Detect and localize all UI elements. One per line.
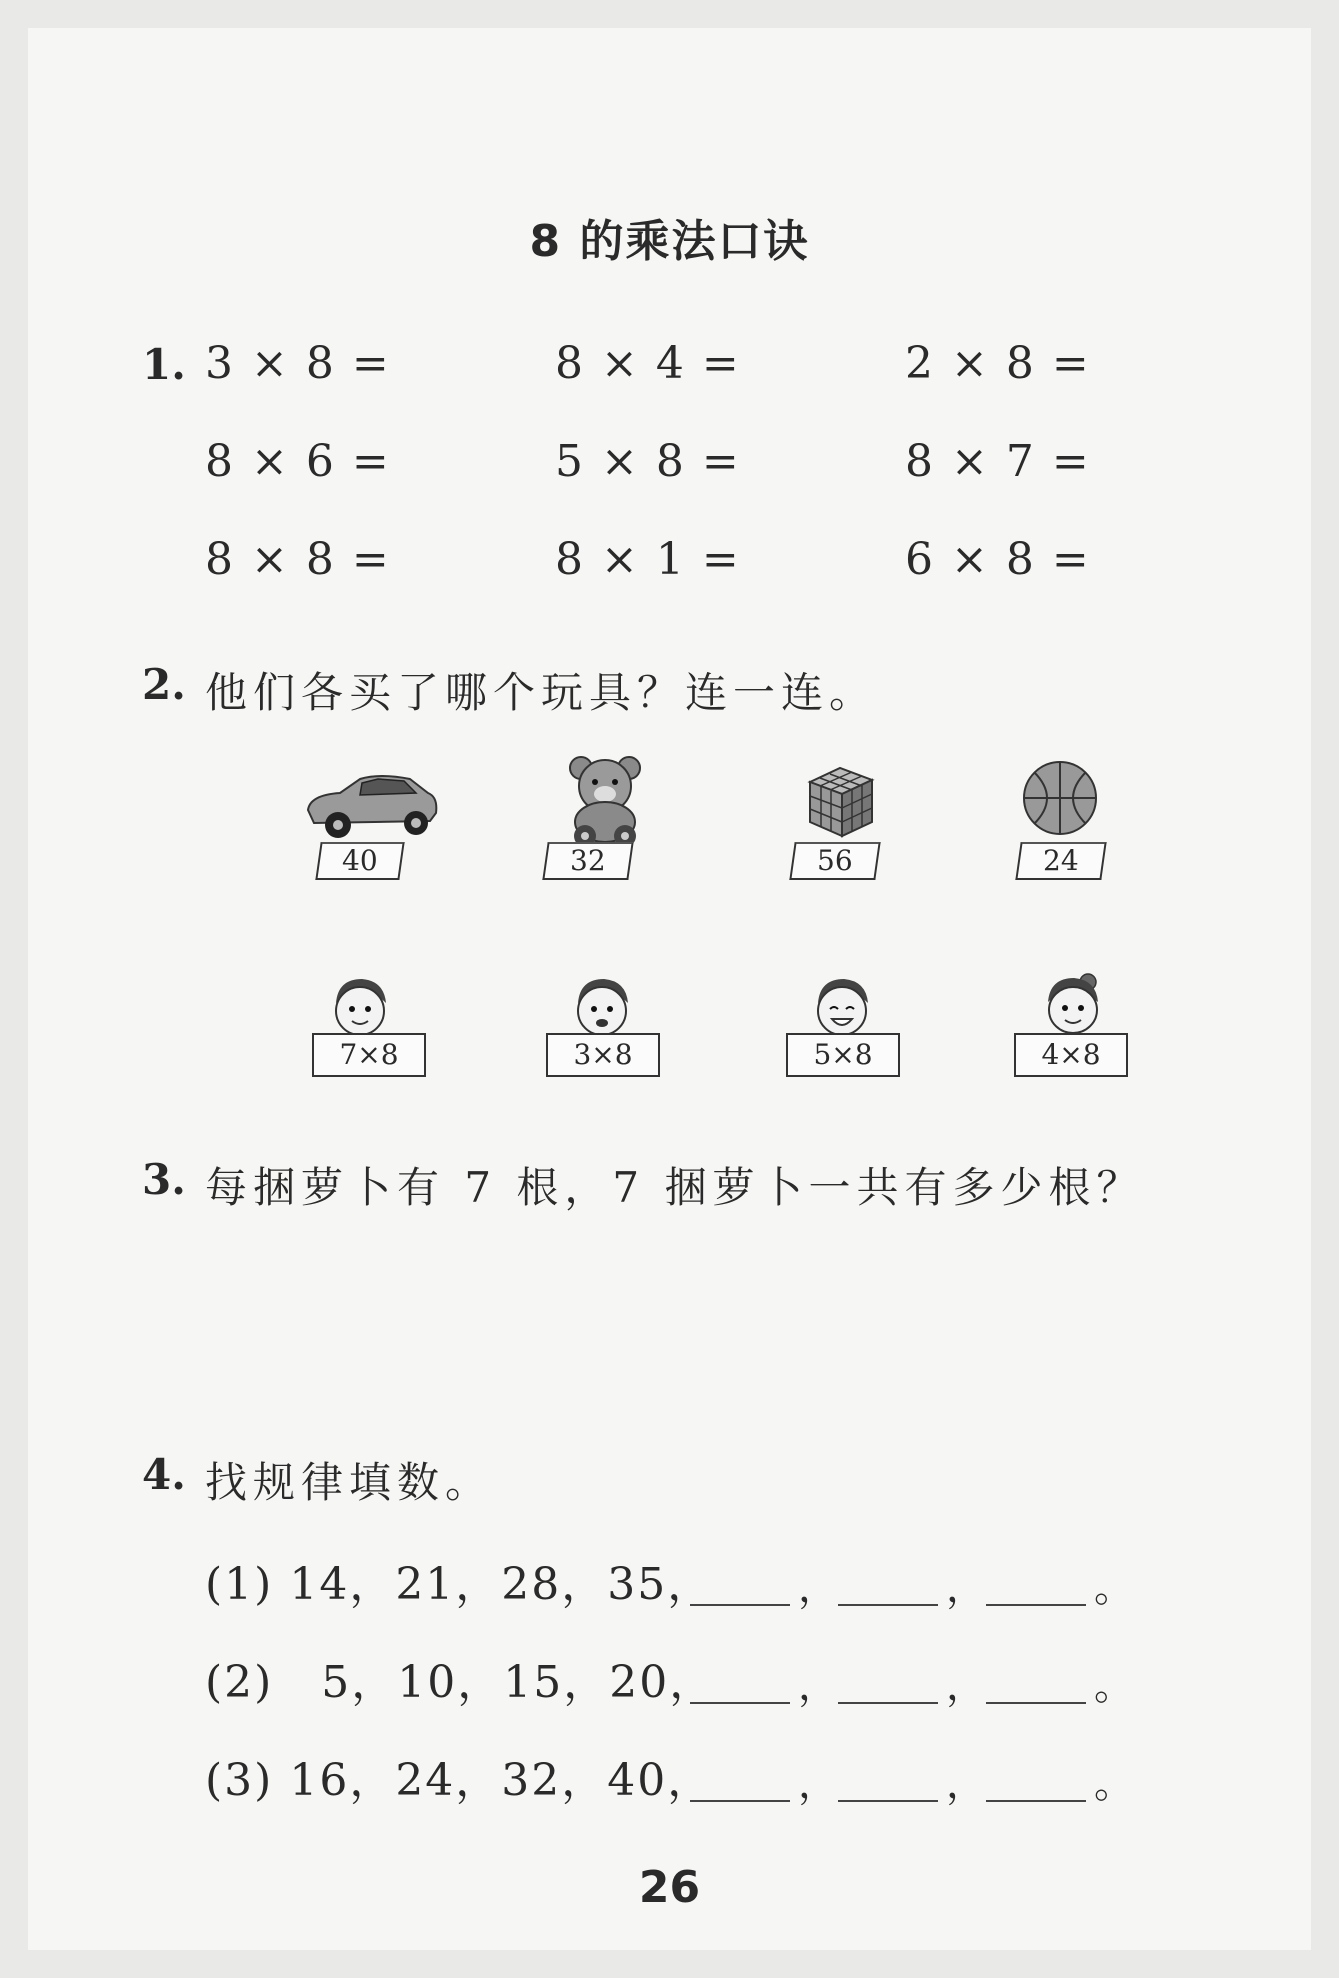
- answer-blank[interactable]: [986, 1702, 1086, 1704]
- question-4-number: 4.: [142, 1450, 186, 1499]
- comma: ，: [798, 1663, 838, 1709]
- period: 。: [1094, 1663, 1134, 1709]
- price-tag: 24: [1015, 842, 1106, 880]
- page-number: 26: [638, 1862, 701, 1913]
- comma: ，: [946, 1663, 986, 1709]
- question-1-number: 1.: [142, 340, 186, 389]
- kid-expression-box: 3×8: [546, 1033, 660, 1077]
- answer-blank[interactable]: [838, 1604, 938, 1606]
- kid-expression-box: 7×8: [312, 1033, 426, 1077]
- toy-car-icon: [300, 765, 440, 845]
- sequence-row: (1) 14，21，28，35，: [205, 1559, 714, 1610]
- answer-blank[interactable]: [838, 1800, 938, 1802]
- answer-blank[interactable]: [690, 1702, 790, 1704]
- comma: ，: [798, 1761, 838, 1807]
- equation: 8 × 1 =: [555, 534, 741, 585]
- girl-face-icon: [1040, 972, 1106, 1036]
- boy-face-icon: [812, 975, 872, 1037]
- price-tag: 56: [789, 842, 880, 880]
- equation: 8 × 6 =: [205, 436, 391, 487]
- question-2-number: 2.: [142, 660, 186, 709]
- answer-blank[interactable]: [690, 1800, 790, 1802]
- equation: 8 × 4 =: [555, 338, 741, 389]
- boy-face-icon: [572, 975, 632, 1037]
- kid-expression-box: 4×8: [1014, 1033, 1128, 1077]
- question-3-number: 3.: [142, 1155, 186, 1204]
- question-2-text: 他们各买了哪个玩具？连一连。: [205, 668, 878, 717]
- answer-blank[interactable]: [690, 1604, 790, 1606]
- question-4-text: 找规律填数。: [205, 1458, 494, 1507]
- price-tag: 32: [542, 842, 633, 880]
- period: 。: [1094, 1761, 1134, 1807]
- price-tag: 40: [315, 842, 404, 880]
- answer-blank[interactable]: [838, 1702, 938, 1704]
- sequence-row: (2) 5，10，15，20，: [205, 1657, 716, 1708]
- basketball-icon: [1020, 758, 1100, 838]
- kid-expression-box: 5×8: [786, 1033, 900, 1077]
- rubiks-cube-icon: [800, 762, 880, 840]
- period: 。: [1094, 1565, 1134, 1611]
- question-3-text: 每捆萝卜有 7 根，7 捆萝卜一共有多少根？: [205, 1163, 1145, 1212]
- answer-blank[interactable]: [986, 1604, 1086, 1606]
- equation: 6 × 8 =: [905, 534, 1091, 585]
- sequence-row: (3) 16，24，32，40，: [205, 1755, 714, 1806]
- page-title: 8 的乘法口诀: [529, 216, 810, 267]
- equation: 5 × 8 =: [555, 436, 741, 487]
- equation: 8 × 8 =: [205, 534, 391, 585]
- comma: ，: [946, 1761, 986, 1807]
- comma: ，: [946, 1565, 986, 1611]
- equation: 3 × 8 =: [205, 338, 391, 389]
- equation: 2 × 8 =: [905, 338, 1091, 389]
- boy-face-icon: [330, 975, 390, 1037]
- comma: ，: [798, 1565, 838, 1611]
- equation: 8 × 7 =: [905, 436, 1091, 487]
- answer-blank[interactable]: [986, 1800, 1086, 1802]
- teddy-bear-icon: [555, 752, 655, 848]
